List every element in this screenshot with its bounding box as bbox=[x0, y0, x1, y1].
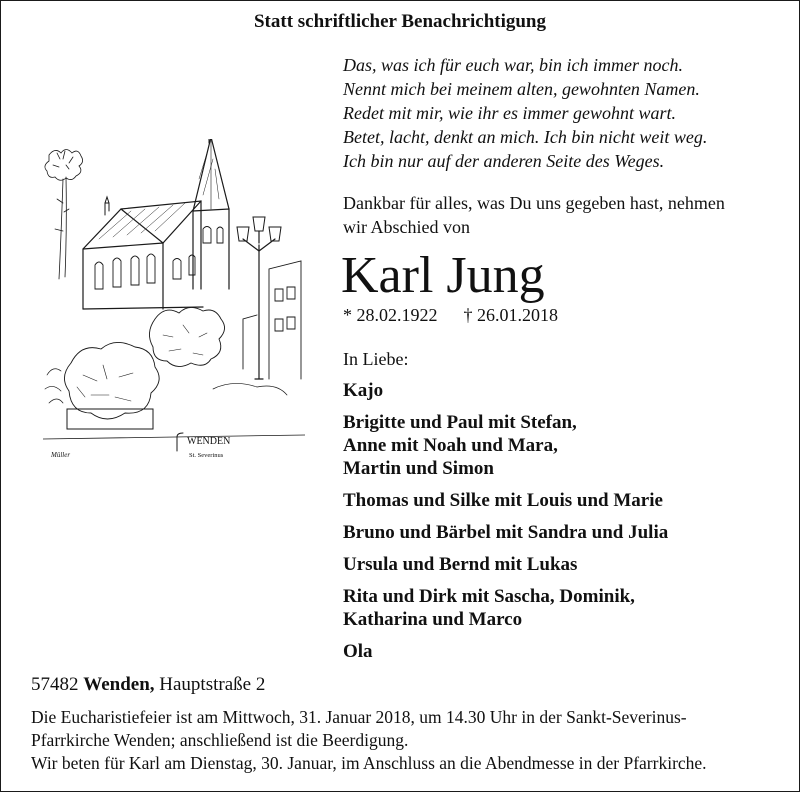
lamp-post-drawing bbox=[237, 217, 281, 379]
mourners-list bbox=[343, 379, 783, 672]
address-town: Wenden, bbox=[83, 674, 155, 695]
poem-line: Das, was ich für euch war, bin ich immer noch. bbox=[343, 55, 683, 75]
mourner-group bbox=[343, 379, 783, 402]
mourner-line: Kajo bbox=[343, 380, 384, 401]
garden-drawing bbox=[43, 307, 305, 439]
mourner-group bbox=[343, 640, 783, 663]
intro-line: Dankbar für alles, was Du uns gegeben hast, nehmen bbox=[343, 193, 725, 213]
buildings-drawing bbox=[243, 261, 301, 379]
birth-date: * 28.02.1922 bbox=[343, 305, 438, 325]
mourner-line: Thomas und Silke mit Louis und Marie bbox=[343, 490, 663, 511]
service-line: Die Eucharistiefeier ist am Mittwoch, 31. Januar 2018, um 14.30 Uhr in der Sankt-Severinus- bbox=[31, 707, 687, 727]
poem-line: Betet, lacht, denkt an mich. Ich bin nicht weit weg. bbox=[343, 127, 708, 147]
notice-header: Statt schriftlicher Benachrichtigung bbox=[253, 11, 546, 32]
poem-line: Ich bin nur auf der anderen Seite des Weges. bbox=[343, 151, 665, 171]
life-dates bbox=[343, 303, 558, 327]
death-date: † 26.01.2018 bbox=[463, 305, 558, 325]
farewell-intro bbox=[343, 191, 783, 239]
mourner-line: Anne mit Noah und Mara, bbox=[343, 435, 558, 456]
tree-drawing bbox=[45, 150, 83, 280]
mourner-line: Rita und Dirk mit Sascha, Dominik, bbox=[343, 586, 635, 607]
church-illustration bbox=[43, 139, 305, 469]
mourners-intro: In Liebe: bbox=[343, 349, 409, 369]
mourner-group bbox=[343, 521, 783, 544]
caption-church: St. Severinus bbox=[189, 452, 224, 459]
mourner-line: Ursula und Bernd mit Lukas bbox=[343, 554, 578, 575]
poem bbox=[343, 53, 783, 173]
poem-line: Nennt mich bei meinem alten, gewohnten Namen. bbox=[343, 79, 700, 99]
service-line: Wir beten für Karl am Dienstag, 30. Januar, im Anschluss an die Abendmesse in der Pfarrkirche. bbox=[31, 753, 707, 773]
caption-town: WENDEN bbox=[187, 436, 231, 447]
mourner-group bbox=[343, 489, 783, 512]
mourner-group bbox=[343, 553, 783, 576]
mourner-line: Katharina und Marco bbox=[343, 609, 523, 630]
church-drawing bbox=[83, 139, 229, 309]
poem-line: Redet mit mir, wie ihr es immer gewohnt wart. bbox=[343, 103, 676, 123]
mourner-group bbox=[343, 411, 783, 480]
address-street: Hauptstraße 2 bbox=[159, 674, 266, 695]
mourner-line: Ola bbox=[343, 641, 373, 662]
mourner-group bbox=[343, 585, 783, 631]
deceased-name: Karl Jung bbox=[341, 247, 545, 304]
service-line: Pfarrkirche Wenden; anschließend ist die Beerdigung. bbox=[31, 730, 409, 750]
illustration-caption bbox=[50, 433, 230, 459]
mourner-address bbox=[31, 673, 265, 697]
address-postcode: 57482 bbox=[31, 674, 79, 695]
mourner-line: Martin und Simon bbox=[343, 458, 494, 479]
mourner-line: Brigitte und Paul mit Stefan, bbox=[343, 412, 577, 433]
service-information bbox=[31, 706, 781, 775]
mourner-line: Bruno und Bärbel mit Sandra und Julia bbox=[343, 522, 669, 543]
intro-line: wir Abschied von bbox=[343, 217, 470, 237]
artist-signature: Müller bbox=[51, 451, 71, 459]
